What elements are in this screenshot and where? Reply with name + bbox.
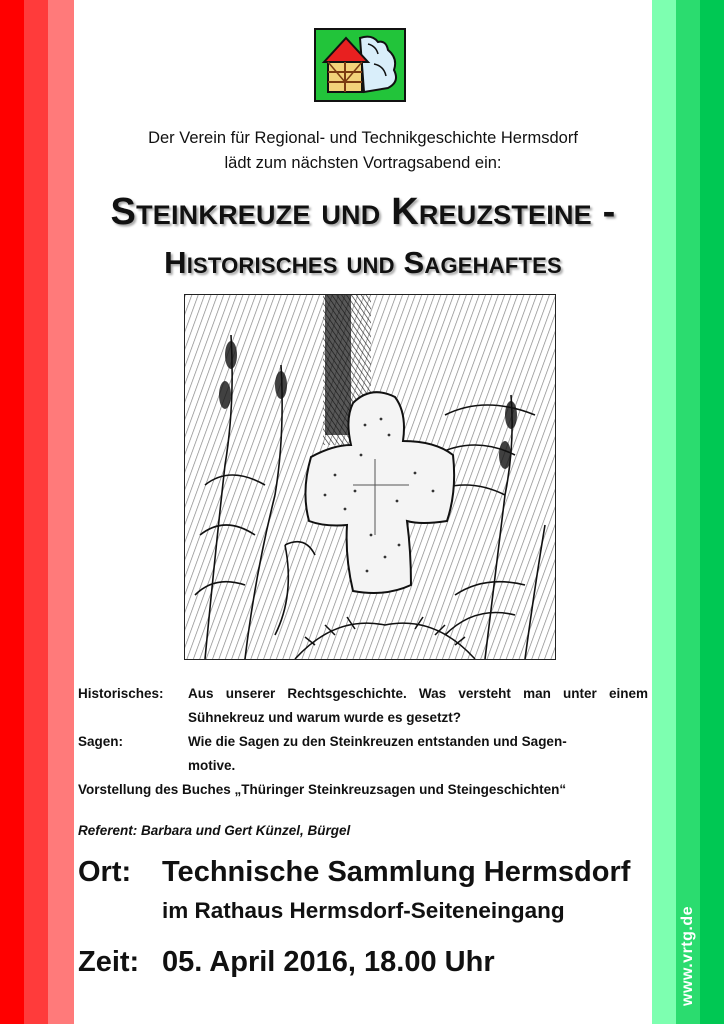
right-stripe-1: [652, 0, 676, 1024]
zeit-label: Zeit:: [78, 946, 140, 978]
title-line-2: Historisches und Sagehaftes: [164, 245, 562, 280]
intro-line-1: Der Verein für Regional- und Technikgeschichte Hermsdorf: [148, 129, 578, 147]
intro-text: [74, 126, 652, 176]
ort-line-1: Technische Sammlung Hermsdorf: [162, 856, 631, 888]
intro-line-2: lädt zum nächsten Vortragsabend ein:: [224, 154, 502, 172]
right-stripe-2: [676, 0, 700, 1024]
left-stripe-1: [0, 0, 24, 1024]
left-stripe-2: [24, 0, 48, 1024]
sagen-label: Sagen:: [78, 734, 124, 749]
stone-cross-drawing-icon: [184, 294, 556, 660]
left-stripe-3: [48, 0, 74, 1024]
title-line-1: Steinkreuze und Kreuzsteine -: [110, 191, 616, 233]
referent-text: Referent: Barbara und Gert Künzel, Bürgel: [78, 823, 351, 838]
zeit-value: 05. April 2016, 18.00 Uhr: [162, 946, 495, 978]
sagen-text-1: Wie die Sagen zu den Steinkreuzen entstanden und Sagen-: [188, 734, 567, 749]
sagen-text-2: motive.: [188, 758, 236, 773]
vorstellung-text: Vorstellung des Buches „Thüringer Steinkreuzsagen und Steingeschichten“: [78, 782, 567, 797]
ort-label: Ort:: [78, 856, 132, 888]
historisches-label: Historisches:: [78, 686, 164, 701]
ort-line-2: im Rathaus Hermsdorf-Seiteneingang: [162, 898, 565, 923]
right-stripe-3: [700, 0, 724, 1024]
house-and-rock-logo-icon: [314, 28, 406, 102]
historisches-text-2: Sühnekreuz und warum wurde es gesetzt?: [188, 710, 462, 725]
website-link[interactable]: www.vrtg.de: [679, 905, 696, 1006]
historisches-text-1: Aus unserer Rechtsgeschichte. Was versteht man unter einem: [188, 686, 648, 701]
